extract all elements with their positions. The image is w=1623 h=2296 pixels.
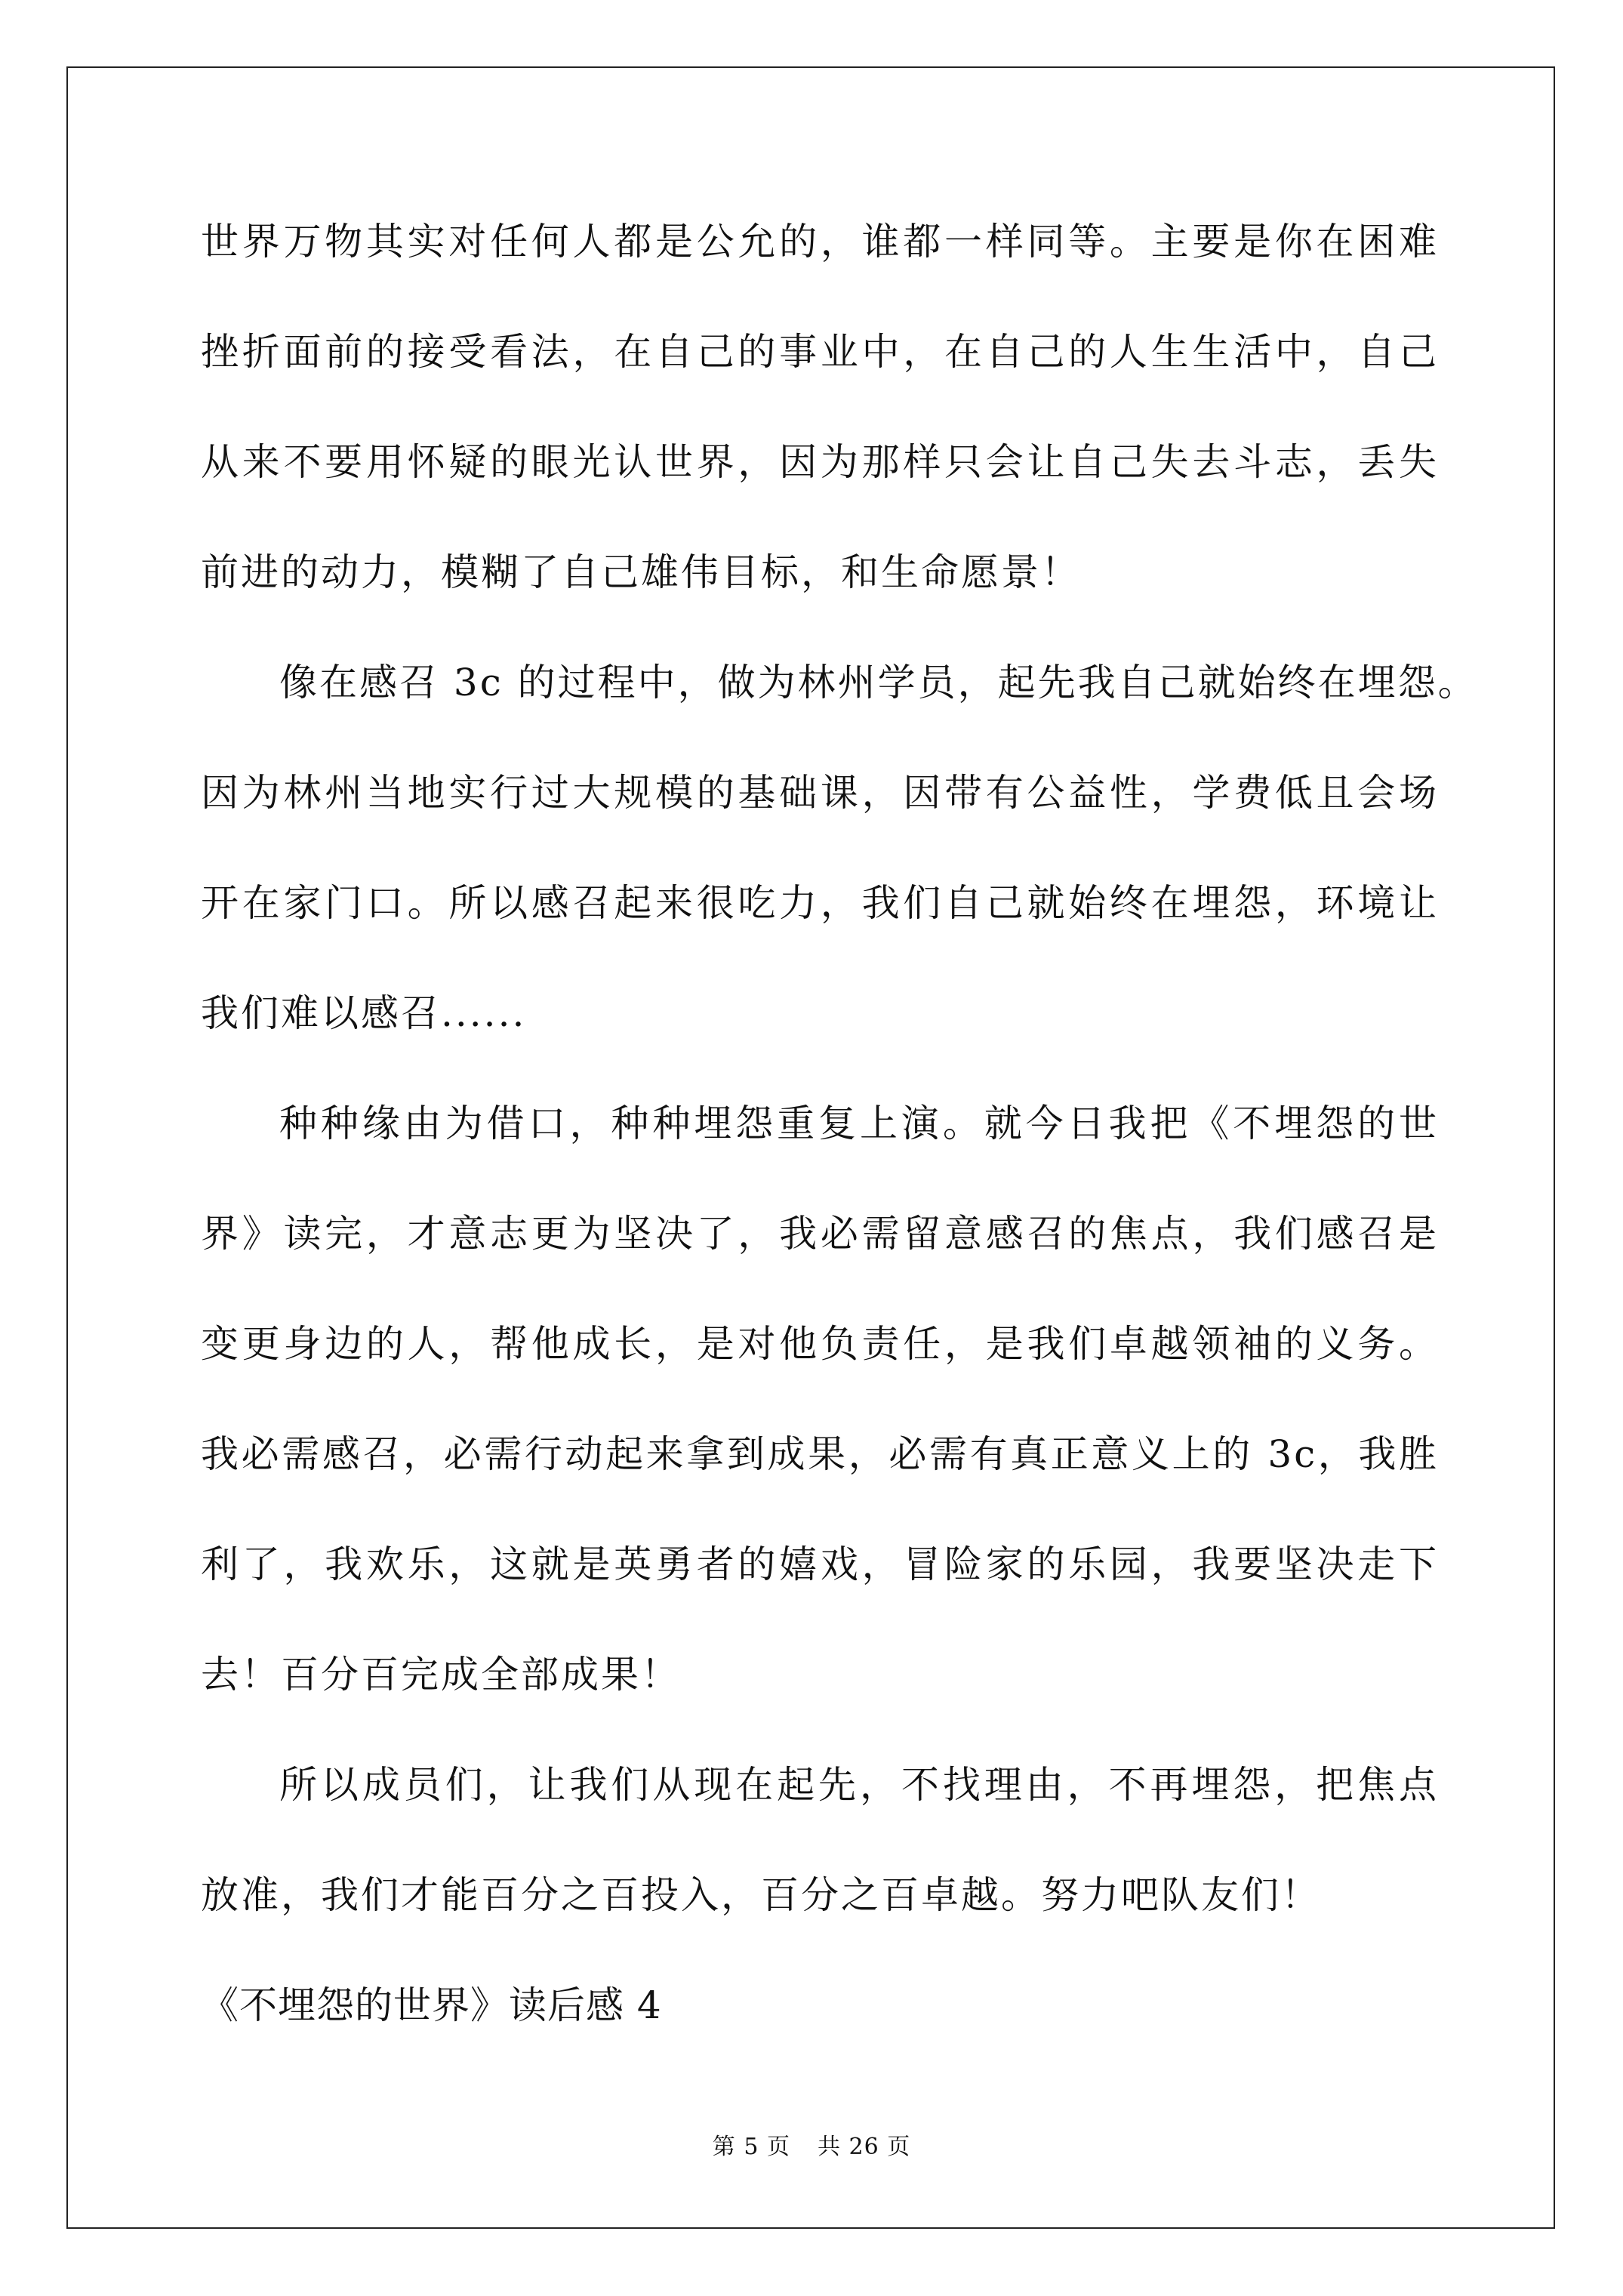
paragraph-line: 世界万物其实对任何人都是公允的，谁都一样同等。主要是你在困难 — [201, 220, 1439, 264]
paragraph-line: 变更身边的人，帮他成长，是对他负责任，是我们卓越领袖的义务。 — [201, 1322, 1439, 1366]
page-footer — [0, 2128, 1623, 2161]
paragraph-line: 利了，我欢乐，这就是英勇者的嬉戏，冒险家的乐园，我要坚决走下 — [201, 1542, 1439, 1586]
paragraph-line: 所以成员们，让我们从现在起先，不找理由，不再埋怨，把焦点 — [279, 1763, 1439, 1807]
paragraph-line: 界》读完，才意志更为坚决了，我必需留意感召的焦点，我们感召是 — [201, 1212, 1439, 1256]
paragraph-line: 去！百分百完成全部成果！ — [201, 1653, 681, 1697]
paragraph-line: 像在感召 3c 的过程中，做为林州学员，起先我自己就始终在埋怨。 — [279, 661, 1478, 704]
section-heading: 《不埋怨的世界》读后感 4 — [201, 1983, 662, 2027]
paragraph-line: 我们难以感召...... — [201, 991, 527, 1035]
paragraph-line: 我必需感召，必需行动起来拿到成果，必需有真正意义上的 3c，我胜 — [201, 1432, 1439, 1476]
paragraph-line: 种种缘由为借口，种种埋怨重复上演。就今日我把《不埋怨的世 — [279, 1102, 1439, 1145]
page-total: 共 26 页 — [817, 2134, 911, 2160]
paragraph-line: 放准，我们才能百分之百投入，百分之百卓越。努力吧队友们！ — [201, 1873, 1321, 1917]
paragraph-line: 从来不要用怀疑的眼光认世界，因为那样只会让自己失去斗志，丢失 — [201, 440, 1439, 484]
paragraph-line: 挫折面前的接受看法，在自己的事业中，在自己的人生生活中，自己 — [201, 330, 1439, 374]
paragraph-line: 因为林州当地实行过大规模的基础课，因带有公益性，学费低且会场 — [201, 771, 1439, 815]
document-body — [201, 202, 1478, 2076]
paragraph-line: 前进的动力，模糊了自己雄伟目标，和生命愿景！ — [201, 550, 1081, 594]
page-number: 第 5 页 — [712, 2134, 790, 2160]
paragraph-line: 开在家门口。所以感召起来很吃力，我们自己就始终在埋怨，环境让 — [201, 881, 1439, 925]
